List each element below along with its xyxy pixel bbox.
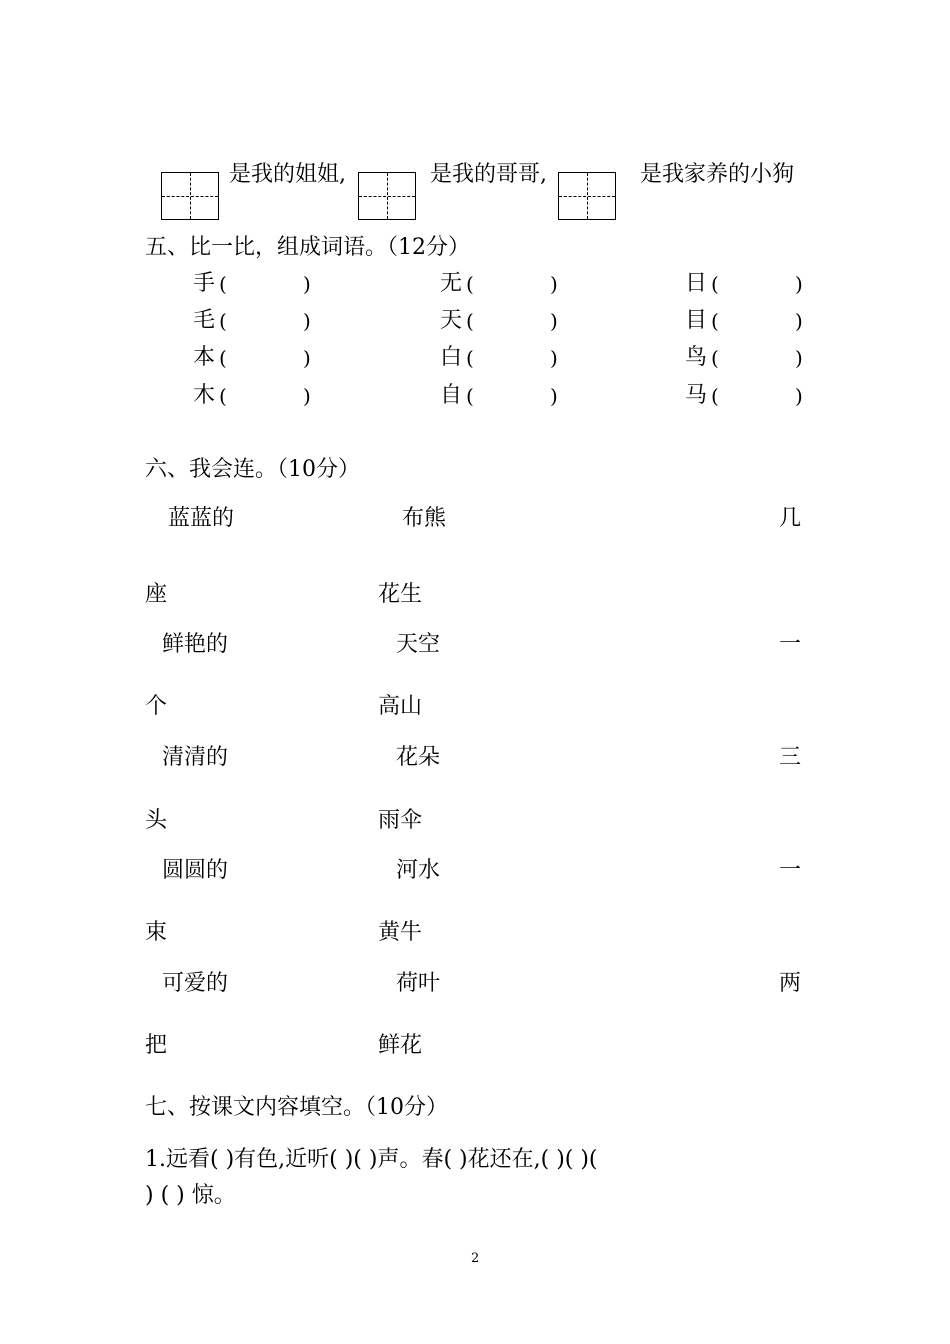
top-text-1: 是我的姐姐, bbox=[229, 162, 346, 187]
blank-close-paren: ) bbox=[550, 309, 558, 333]
blank-close-paren: ) bbox=[550, 346, 558, 370]
match-numeral[interactable]: 一 bbox=[779, 632, 802, 657]
blank-close-paren: ) bbox=[303, 272, 311, 296]
blank-open-paren: ( bbox=[711, 272, 719, 296]
match-noun-a[interactable]: 河水 bbox=[396, 858, 441, 883]
match-numeral[interactable]: 一 bbox=[779, 858, 802, 883]
tianzi-box-1[interactable] bbox=[161, 172, 219, 220]
match-measure-word[interactable]: 座 bbox=[145, 582, 168, 607]
blank-open-paren: ( bbox=[219, 346, 227, 370]
char-1-3: 自 bbox=[440, 383, 463, 408]
section5-title: 五、比一比，组成词语。（12分） bbox=[145, 235, 470, 260]
blank-open-paren: ( bbox=[219, 384, 227, 408]
blank-open-paren: ( bbox=[466, 272, 474, 296]
blank-close-paren: ) bbox=[303, 309, 311, 333]
blank-open-paren: ( bbox=[466, 346, 474, 370]
match-numeral[interactable]: 几 bbox=[779, 506, 802, 531]
tianzi-box-2[interactable] bbox=[358, 172, 416, 220]
match-adjective[interactable]: 可爱的 bbox=[162, 971, 229, 996]
section7-title: 七、按课文内容填空。（10分） bbox=[145, 1095, 448, 1120]
char-1-0: 无 bbox=[440, 271, 463, 296]
match-noun-b[interactable]: 高山 bbox=[378, 694, 423, 719]
blank-open-paren: ( bbox=[219, 309, 227, 333]
top-text-3: 是我家养的小狗 bbox=[640, 162, 795, 187]
match-noun-a[interactable]: 布熊 bbox=[402, 506, 447, 531]
char-0-0: 手 bbox=[193, 271, 216, 296]
char-0-3: 木 bbox=[193, 383, 216, 408]
top-text-2: 是我的哥哥, bbox=[430, 162, 547, 187]
match-noun-a[interactable]: 花朵 bbox=[396, 745, 441, 770]
blank-close-paren: ) bbox=[795, 384, 803, 408]
match-measure-word[interactable]: 把 bbox=[145, 1033, 168, 1058]
blank-open-paren: ( bbox=[219, 272, 227, 296]
match-adjective[interactable]: 清清的 bbox=[162, 745, 229, 770]
match-measure-word[interactable]: 头 bbox=[145, 808, 168, 833]
match-measure-word[interactable]: 束 bbox=[145, 920, 168, 945]
blank-close-paren: ) bbox=[795, 272, 803, 296]
section6-title: 六、我会连。（10分） bbox=[145, 457, 360, 482]
char-2-3: 马 bbox=[685, 383, 708, 408]
page-number: 2 bbox=[471, 1251, 480, 1266]
char-1-1: 天 bbox=[440, 308, 463, 333]
blank-open-paren: ( bbox=[711, 384, 719, 408]
match-noun-b[interactable]: 黄牛 bbox=[378, 920, 423, 945]
match-noun-b[interactable]: 鲜花 bbox=[378, 1033, 423, 1058]
blank-open-paren: ( bbox=[711, 309, 719, 333]
blank-close-paren: ) bbox=[303, 346, 311, 370]
match-measure-word[interactable]: 个 bbox=[145, 694, 168, 719]
blank-close-paren: ) bbox=[303, 384, 311, 408]
char-2-2: 鸟 bbox=[685, 345, 708, 370]
match-noun-a[interactable]: 荷叶 bbox=[396, 971, 441, 996]
char-0-2: 本 bbox=[193, 345, 216, 370]
blank-open-paren: ( bbox=[711, 346, 719, 370]
blank-close-paren: ) bbox=[550, 384, 558, 408]
match-numeral[interactable]: 三 bbox=[779, 745, 802, 770]
char-2-1: 目 bbox=[685, 308, 708, 333]
char-2-0: 日 bbox=[685, 271, 708, 296]
blank-close-paren: ) bbox=[795, 346, 803, 370]
match-adjective[interactable]: 圆圆的 bbox=[162, 858, 229, 883]
match-noun-b[interactable]: 花生 bbox=[378, 582, 423, 607]
char-1-2: 白 bbox=[440, 345, 463, 370]
tianzi-box-3[interactable] bbox=[558, 172, 616, 220]
match-adjective[interactable]: 鲜艳的 bbox=[162, 632, 229, 657]
blank-close-paren: ) bbox=[550, 272, 558, 296]
fill-blank-line-1: 1.远看( )有色,近听( )( )声。春( )花还在,( )( )( bbox=[145, 1147, 598, 1172]
blank-open-paren: ( bbox=[466, 309, 474, 333]
match-noun-a[interactable]: 天空 bbox=[396, 632, 441, 657]
blank-open-paren: ( bbox=[466, 384, 474, 408]
match-noun-b[interactable]: 雨伞 bbox=[378, 808, 423, 833]
blank-close-paren: ) bbox=[795, 309, 803, 333]
fill-blank-line-2: ) ( ) 惊。 bbox=[145, 1183, 236, 1208]
match-numeral[interactable]: 两 bbox=[779, 971, 802, 996]
char-0-1: 毛 bbox=[193, 308, 216, 333]
match-adjective[interactable]: 蓝蓝的 bbox=[168, 506, 235, 531]
